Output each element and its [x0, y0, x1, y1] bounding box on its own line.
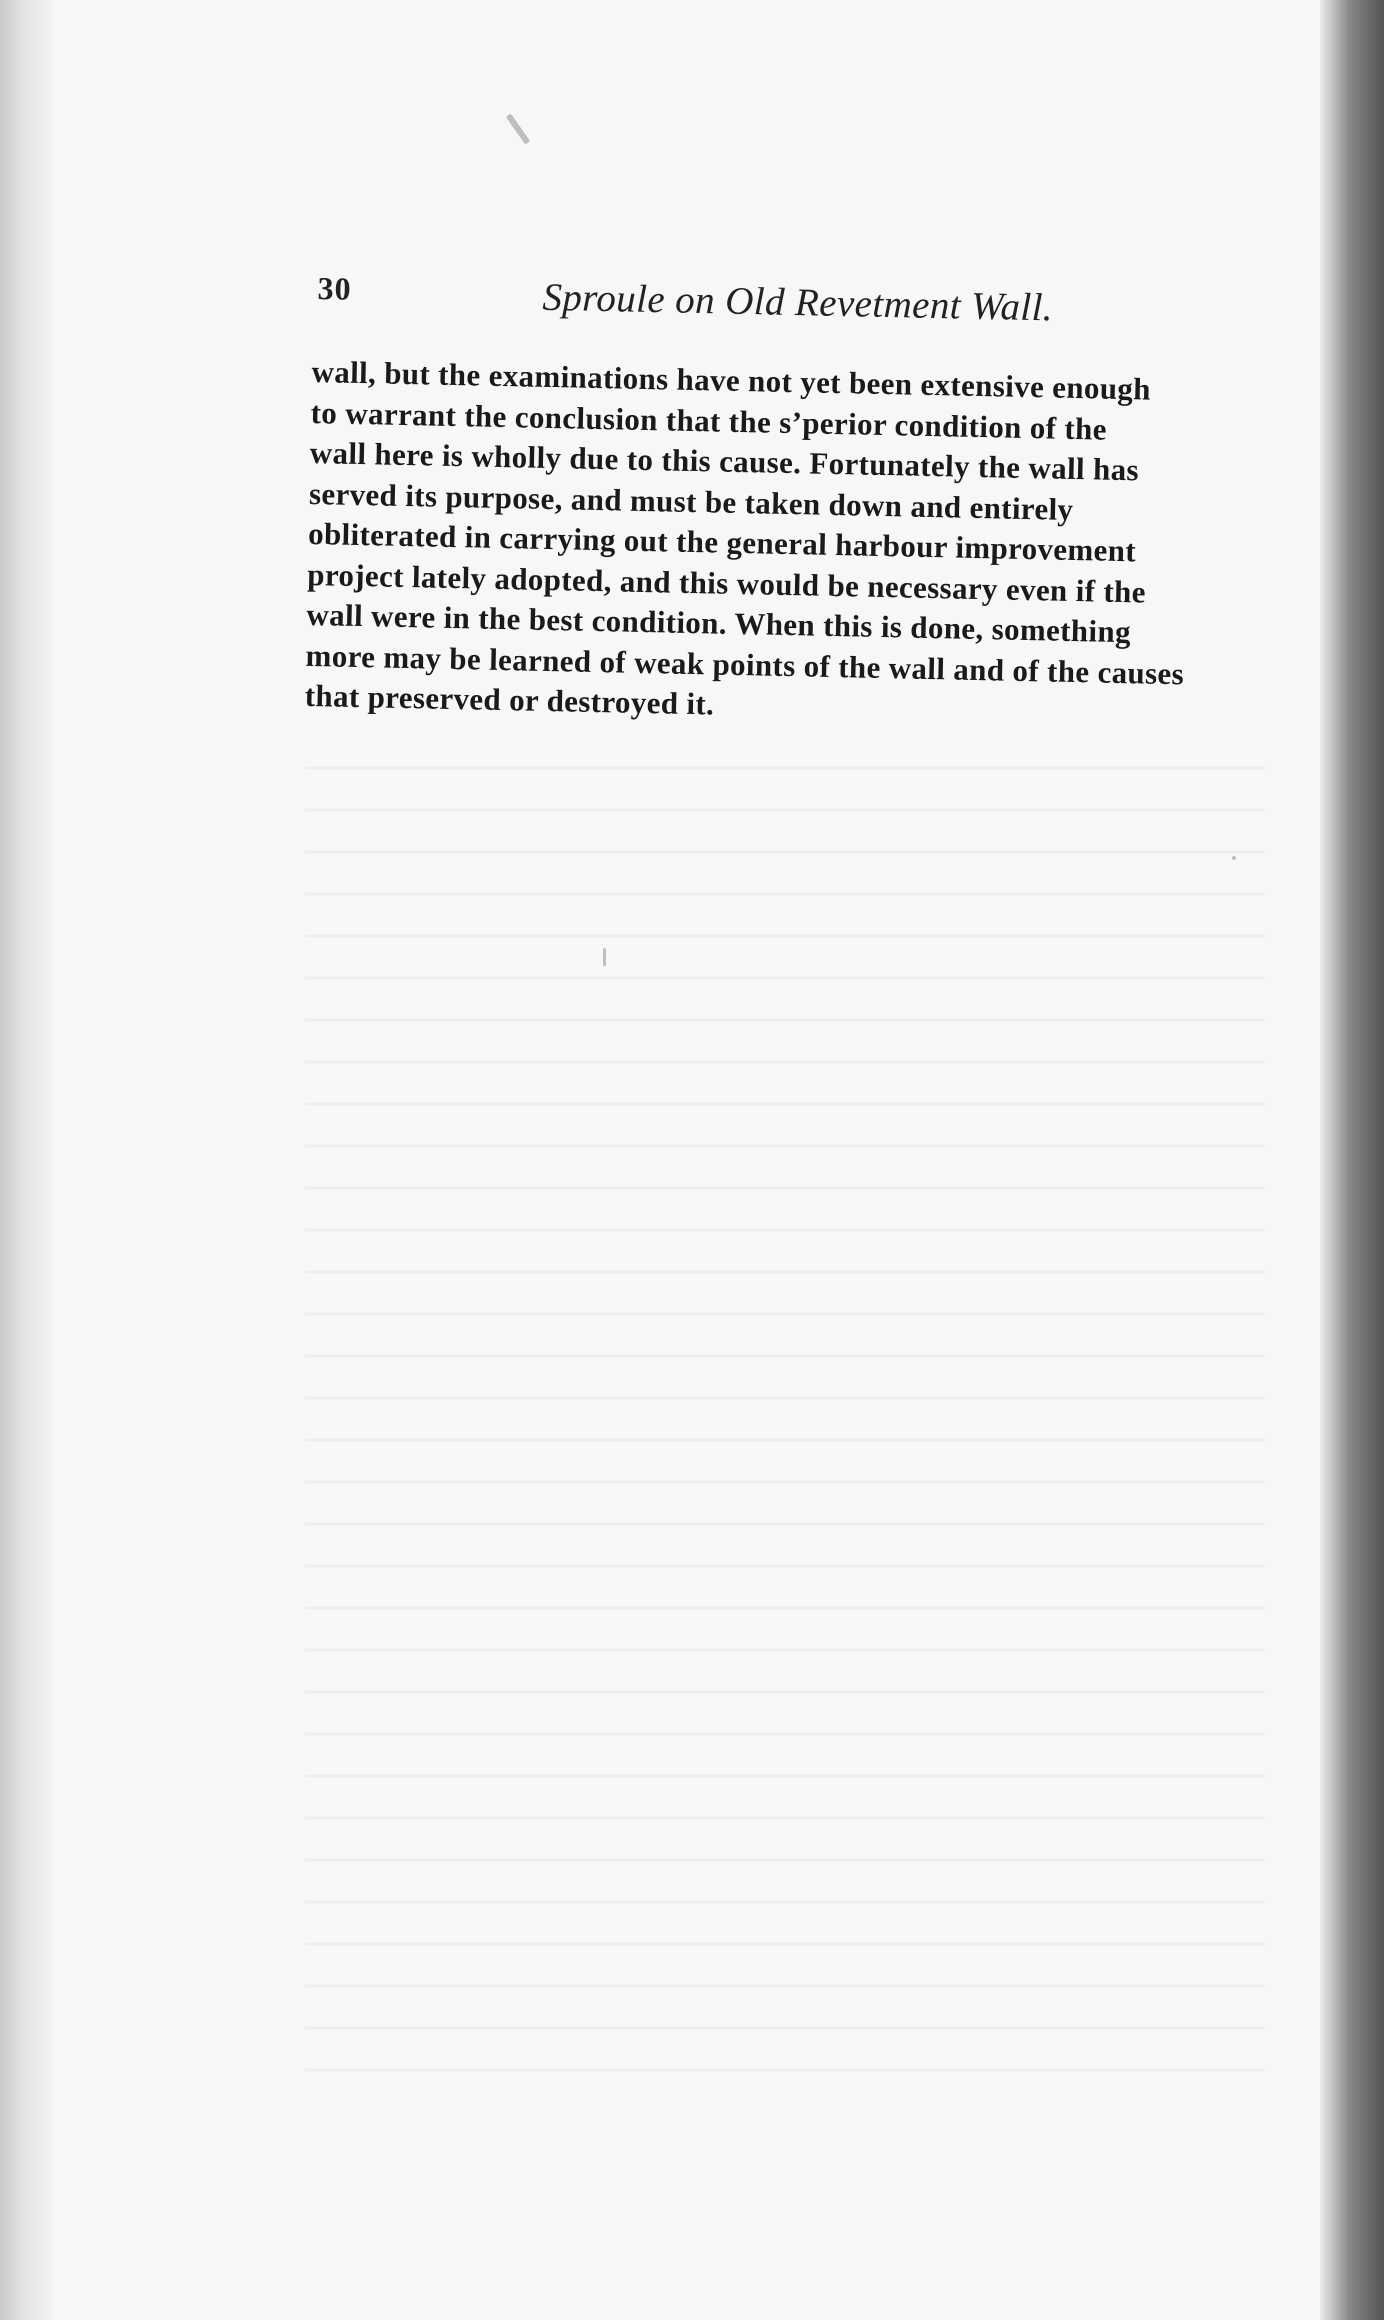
speck-mark-2 [603, 948, 606, 966]
page-number: 30 [317, 270, 352, 307]
text-line: more may be learned of weak points of the wall and of the causes [305, 637, 1185, 691]
body-paragraph [304, 352, 1286, 737]
text-line: to warrant the conclusion that the s’perior condition of the [310, 394, 1108, 447]
text-line: wall here is wholly due to this cause. Fortunately the wall has [309, 434, 1140, 488]
text-line: that preserved or destroyed it. [304, 677, 715, 722]
running-title: Sproule on Old Revetment Wall. [542, 275, 1054, 330]
text-line: obliterated in carrying out the general harbour improvement [307, 515, 1137, 569]
text-line: project lately adopted, and this would be necessary even if the [306, 556, 1147, 610]
left-binding-shadow [0, 0, 52, 2320]
right-page-edge [1320, 0, 1384, 2320]
speck-mark-3 [1232, 856, 1236, 860]
text-line: wall, but the examinations have not yet been extensive enough [311, 353, 1152, 407]
text-line: wall were in the best condition. When this is done, something [306, 596, 1132, 650]
bleed-through-text [305, 738, 1265, 2088]
text-line: served its purpose, and must be taken down and entirely [308, 475, 1074, 527]
